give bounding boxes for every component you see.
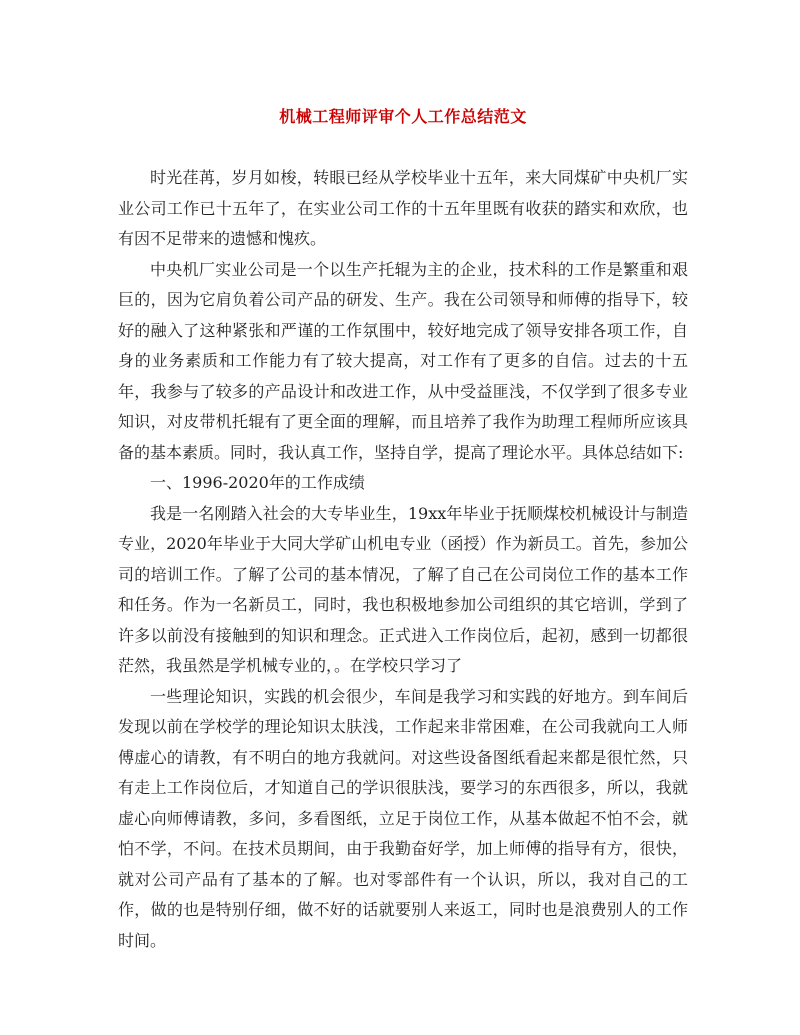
document-body [118, 163, 688, 956]
paragraph-workshop: 一些理论知识，实践的机会很少，车间是我学习和实践的好地方。到车间后发现以前在学校学的理论知识太肤浅，工作起来非常困难，在公司我就向工人师傅虚心的请教，有不明白的地方我就问。对这些设备图纸看起来都是很忙然，只有走上工作岗位后，才知道自己的学识很肤浅，要学习的东西很多，所以，我就虚心向师傅请教，多问，多看图纸，立足于岗位工作，从基本做起不怕不会，就怕不学，不问。在技术员期间，由于我勤奋好学，加上师傅的指导有方，很快，就对公司产品有了基本的了解。也对零部件有一个认识，所以，我对自己的工作，做的也是特别仔细，做不好的话就要别人来返工，同时也是浪费别人的工作时间。 [118, 686, 688, 950]
paragraph-intro: 时光荏苒，岁月如梭，转眼已经从学校毕业十五年，来大同煤矿中央机厂实业公司工作已十五年了，在实业公司工作的十五年里既有收获的踏实和欢欣，也有因不足带来的遗憾和愧疚。 [118, 168, 688, 248]
section-heading: 一、1996-2020年的工作成绩 [150, 473, 365, 492]
paragraph-company: 中央机厂实业公司是一个以生产托辊为主的企业，技术科的工作是繁重和艰巨的，因为它肩负着公司产品的研发、生产。我在公司领导和师傅的指导下，较好的融入了这种紧张和严谨的工作氛围中，较好地完成了领导安排各项工作，自身的业务素质和工作能力有了较大提高，对工作有了更多的自信。过去的十五年，我参与了较多的产品设计和改进工作，从中受益匪浅，不仅学到了很多专业知识，对皮带机托辊有了更全面的理解，而且培养了我作为助理工程师所应该具备的基本素质。同时，我认真工作，坚持自学，提高了理论水平。具体总结如下: [118, 259, 688, 462]
document-title: 机械工程师评审个人工作总结范文 [279, 107, 527, 126]
paragraph-graduation: 我是一名刚踏入社会的大专毕业生，19xx年毕业于抚顺煤校机械设计与制造专业，2020年毕业于大同大学矿山机电专业（函授）作为新员工。首先，参加公司的培训工作。了解了公司的基本情况，了解了自己在公司岗位工作的基本工作和任务。作为一名新员工，同时，我也积极地参加公司组织的其它培训，学到了许多以前没有接触到的知识和理念。正式进入工作岗位后，起初，感到一切都很茫然，我虽然是学机械专业的，。在学校只学习了 [118, 503, 688, 675]
